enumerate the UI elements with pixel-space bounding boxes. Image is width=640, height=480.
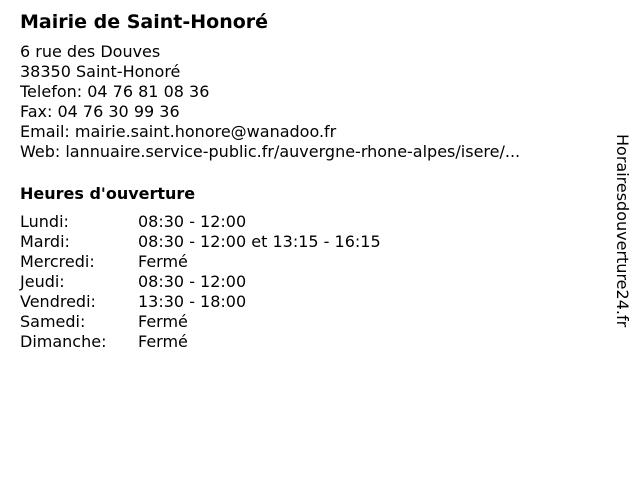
hours-row-monday xyxy=(20,212,600,232)
day-label: Jeudi: xyxy=(20,272,65,291)
day-label: Vendredi: xyxy=(20,292,96,311)
day-label: Mercredi: xyxy=(20,252,95,271)
web-line: Web: lannuaire.service-public.fr/auvergne-rhone-alpes/isere/... xyxy=(20,142,521,161)
opening-hours-heading: Heures d'ouverture xyxy=(20,184,196,203)
hours-row-thursday xyxy=(20,272,600,292)
day-label: Lundi: xyxy=(20,212,69,231)
hours-row-friday xyxy=(20,292,600,312)
page-title: Mairie de Saint-Honoré xyxy=(20,11,269,33)
hours-row-sunday xyxy=(20,332,600,352)
day-hours: Fermé xyxy=(138,252,188,271)
day-hours: 08:30 - 12:00 xyxy=(138,272,247,291)
day-label: Mardi: xyxy=(20,232,70,251)
business-card xyxy=(20,10,600,352)
site-watermark: Horairesdouverture24.fr xyxy=(613,134,632,328)
street-line: 6 rue des Douves xyxy=(20,42,161,61)
day-hours: 08:30 - 12:00 xyxy=(138,212,247,231)
contact-block xyxy=(20,42,600,162)
hours-row-tuesday xyxy=(20,232,600,252)
hours-row-wednesday xyxy=(20,252,600,272)
opening-hours-table xyxy=(20,212,600,352)
day-hours: 08:30 - 12:00 et 13:15 - 16:15 xyxy=(138,232,381,251)
day-label: Dimanche: xyxy=(20,332,107,351)
day-label: Samedi: xyxy=(20,312,86,331)
phone-line: Telefon: 04 76 81 08 36 xyxy=(20,82,210,101)
fax-line: Fax: 04 76 30 99 36 xyxy=(20,102,180,121)
email-line: Email: mairie.saint.honore@wanadoo.fr xyxy=(20,122,337,141)
day-hours: Fermé xyxy=(138,312,188,331)
day-hours: Fermé xyxy=(138,332,188,351)
postal-city-line: 38350 Saint-Honoré xyxy=(20,62,181,81)
hours-row-saturday xyxy=(20,312,600,332)
day-hours: 13:30 - 18:00 xyxy=(138,292,247,311)
